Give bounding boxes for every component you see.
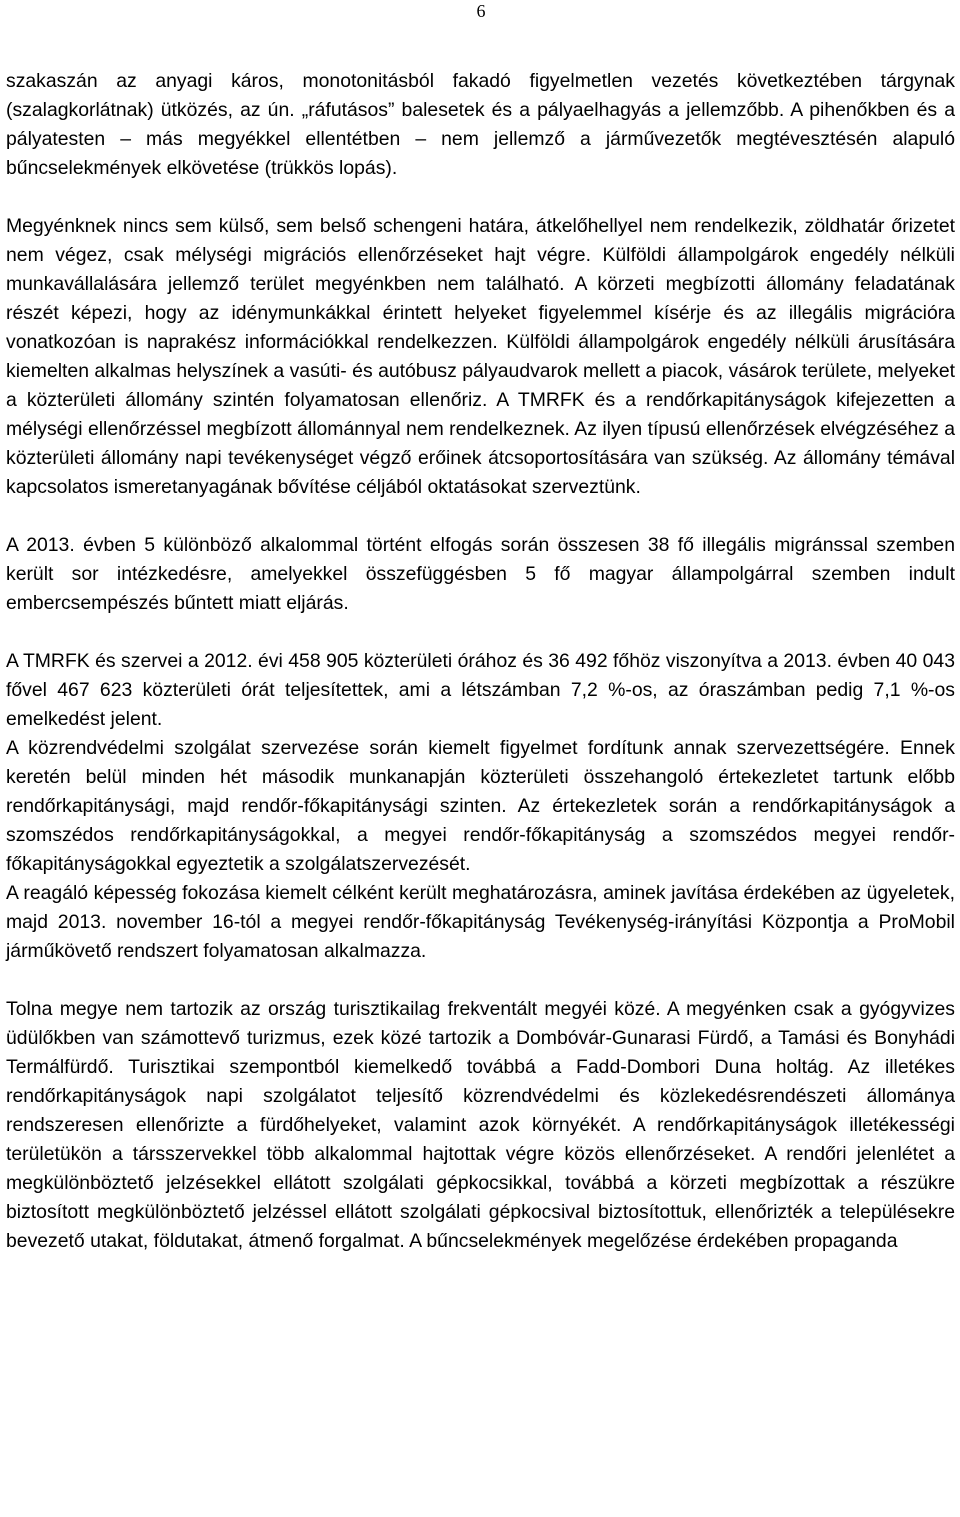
paragraph-highway-accidents: szakaszán az anyagi káros, monotonitásból fakadó figyelmetlen vezetés következtében tárgynak (szalagkorlátnak) ütközés, az ún. „ráfutásos” balesetek és a pályaelhagyás a jellemzőbb. A pihenőkben és a pályatesten – más megyékkel ellentétben – nem jellemző a járművezetők megtévesztésén alapuló bűncselekmények elkövetése (trükkös lopás). xyxy=(6,70,955,179)
paragraph-gap xyxy=(6,618,955,647)
paragraph-service-organization: A közrendvédelmi szolgálat szervezése során kiemelt figyelmet fordítunk annak szervezettségére. Ennek keretén belül minden hét második munkanapján közterületi összehangoló értekezletet tartunk előbb rendőrkapitánysági, majd rendőr-főkapitánysági szinten. Az értekezletek során a rendőrkapitányságok a szomszédos rendőrkapitányságokkal, a megyei rendőr-főkapitányság a szomszédos megyei rendőr-főkapitányságokkal egyeztetik a szolgálatszervezését. xyxy=(6,737,955,875)
paragraph-gap xyxy=(6,966,955,995)
paragraph-gap xyxy=(6,183,955,212)
paragraph-tourism: Tolna megye nem tartozik az ország turisztikailag frekventált megyéi közé. A megyénken csak a gyógyvizes üdülőkben van számottevő turizmus, ezek közé tartozik a Dombóvár-Gunarasi Fürdő, a Tamási és Bonyhádi Termálfürdő. Turisztikai szempontból kiemelkedő továbbá a Fadd-Dombori Duna holtág. Az illetékes rendőrkapitányságok napi szolgálatot teljesítő közrendvédelmi és közlekedésrendészeti állománya rendszeresen ellenőrizte a fürdőhelyeket, valamint azok környékét. A rendőrkapitányságok illetékességi területükön a társszervekkel több alkalommal hajtottak végre közös ellenőrzéseket. A rendőri jelenlétet a megkülönböztető jelzésekkel ellátott szolgálati gépkocsikkal, továbbá a körzeti megbízottak a részükre biztosított megkülönböztető jelzéssel ellátott szolgálati gépkocsival biztosítottuk, ellenőrizték a településekre bevezető utakat, földutakat, átmenő forgalmat. A bűncselekmények megelőzése érdekében propaganda xyxy=(6,998,955,1252)
page-number: 6 xyxy=(476,1,486,21)
paragraph-migrant-arrests: A 2013. évben 5 különböző alkalommal történt elfogás során összesen 38 fő illegális migránssal szemben került sor intézkedésre, amelyekkel összefüggésben 5 fő magyar állampolgárral szemben indult embercsempészés bűntett miatt eljárás. xyxy=(6,534,955,614)
paragraph-migration-control: Megyénknek nincs sem külső, sem belső schengeni határa, átkelőhellyel nem rendelkezik, zöldhatár őrizetet nem végez, csak mélységi migrációs ellenőrzéseket hajt végre. Külföldi állampolgárok engedély nélküli munkavállalására jellemző terület megyénkben nem található. A körzeti megbízotti állomány feladatának részét képezi, hogy az idénymunkákkal érintett helyeket figyelemmel kísérje és az illegális migrációra vonatkozóan is naprakész információkkal rendelkezzen. Külföldi állampolgárok engedély nélküli árusítására kiemelten alkalmas helyszínek a vasúti- és autóbusz pályaudvarok mellett a piacok, vásárok területe, melyeket a közterületi állomány szintén folyamatosan ellenőriz. A TMRFK és a rendőrkapitányságok kifejezetten a mélységi ellenőrzéssel megbízott állománnyal nem rendelkeznek. Az ilyen típusú ellenőrzések elvégzéséhez a közterületi állomány napi tevékenységet végző erőinek átcsoportosítására van szükség. Az állomány témával kapcsolatos ismeretanyagának bővítése céljából oktatásokat szerveztünk. xyxy=(6,215,955,498)
paragraph-public-hours: A TMRFK és szervei a 2012. évi 458 905 közterületi órához és 36 492 főhöz viszonyítva a 2013. évben 40 043 fővel 467 623 közterületi órát teljesítettek, ami a létszámban 7,2 %-os, az óraszámban pedig 7,1 %-os emelkedést jelent. xyxy=(6,650,955,730)
document-body xyxy=(6,67,955,1256)
paragraph-gap xyxy=(6,502,955,531)
paragraph-response-capability: A reagáló képesség fokozása kiemelt célként került meghatározásra, aminek javítása érdekében az ügyeletek, majd 2013. november 16-tól a megyei rendőr-főkapitányság Tevékenység-irányítási Központja a ProMobil járműkövető rendszert folyamatosan alkalmazza. xyxy=(6,882,955,962)
